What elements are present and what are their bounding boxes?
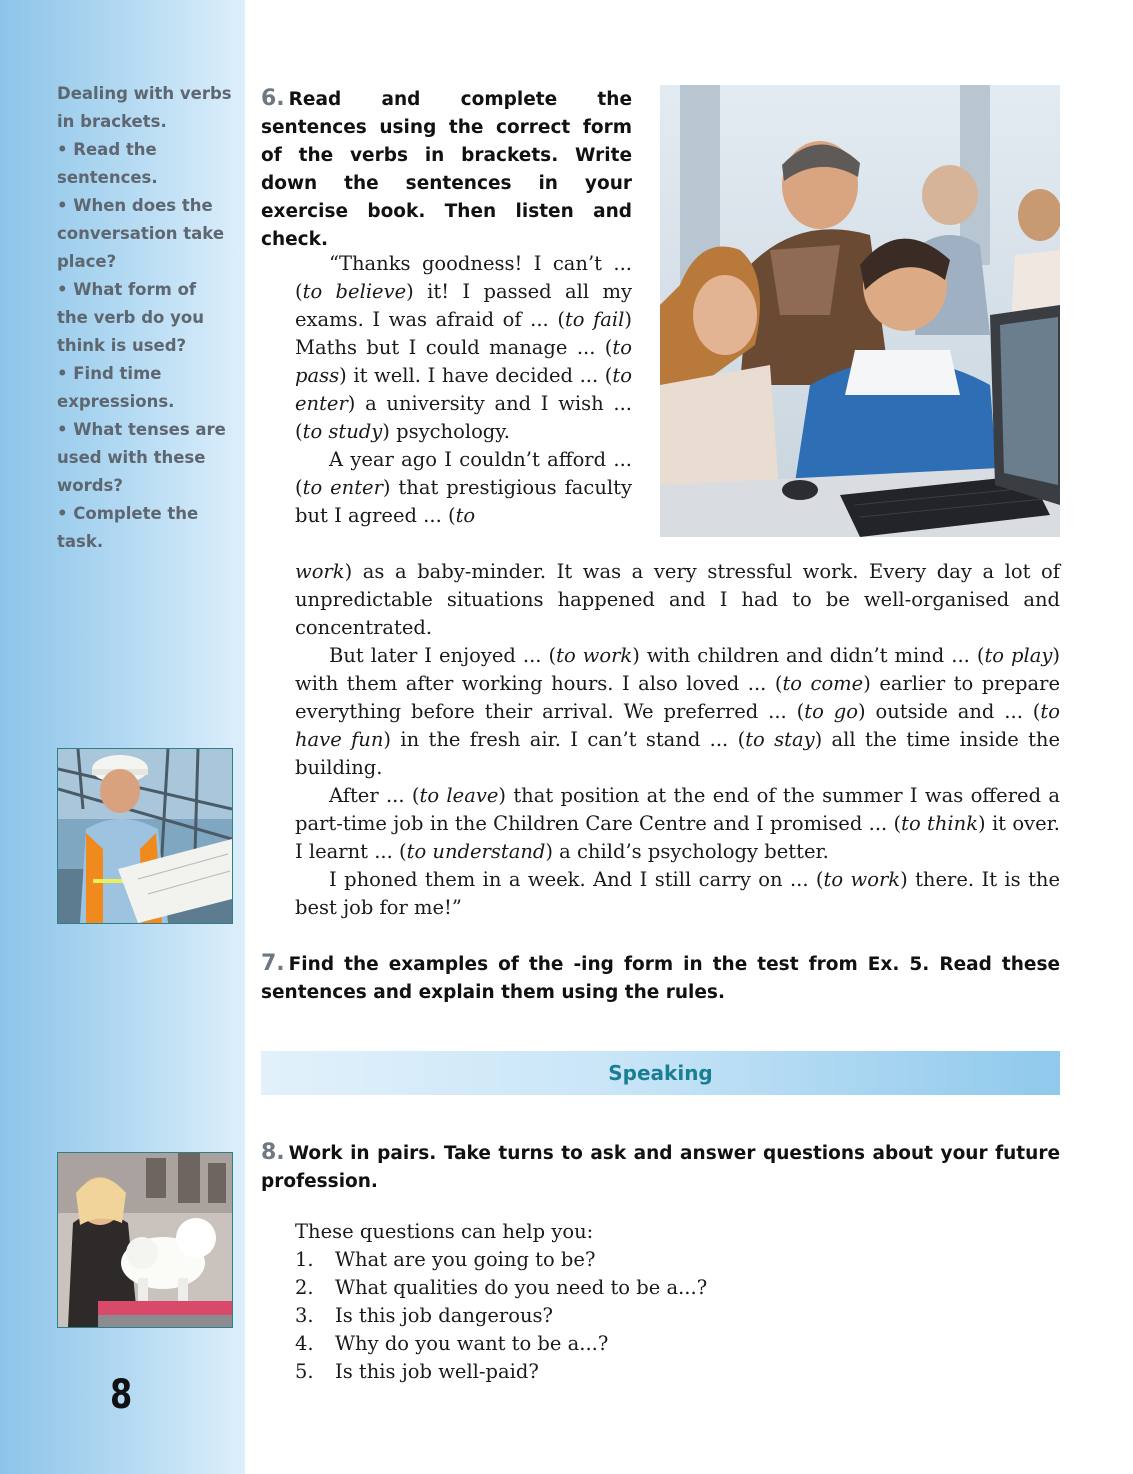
question-list [295, 1218, 895, 1386]
study-tips [57, 80, 232, 556]
story-paragraph-2-start [295, 446, 632, 530]
exercise-7-number: 7. [261, 951, 285, 976]
question-text: Why do you want to be a...? [335, 1332, 609, 1355]
question-number: 2. [295, 1276, 314, 1299]
question-text: What are you going to be? [335, 1248, 596, 1271]
tip-item: • Find time expressions. [57, 364, 175, 411]
verb-prompt: work [295, 560, 345, 583]
verb-prompt: to [455, 504, 476, 527]
section-title: Speaking [608, 1061, 713, 1085]
verb-prompt: to enter [302, 476, 383, 499]
question-intro: These questions can help you: [295, 1220, 594, 1243]
page-number: 8 [110, 1372, 133, 1418]
question-number: 1. [295, 1248, 314, 1271]
story-paragraph-1 [295, 250, 632, 446]
story-text-lower [295, 558, 1060, 922]
text-run: ) it well. I have decided ... ( [339, 364, 613, 387]
text-run: ) that position at the end of the summer I was offered a part-time job in the Children Care Centre and I promised ... ( [295, 784, 1060, 835]
verb-prompt: to work [823, 868, 901, 891]
story-text-upper [295, 250, 632, 530]
tip-item: • Complete the task. [57, 504, 199, 551]
text-run: I phoned them in a week. And I still carry on ... ( [329, 868, 824, 891]
list-item [295, 1274, 895, 1302]
verb-prompt: to pass [295, 336, 632, 387]
verb-prompt: to leave [419, 784, 499, 807]
question-number: 4. [295, 1332, 314, 1355]
tip-item: • What form of the verb do you think is used? [57, 280, 204, 355]
text-run: After ... ( [329, 784, 420, 807]
question-number: 3. [295, 1304, 314, 1327]
verb-prompt: to play [984, 644, 1053, 667]
construction-worker-image [57, 748, 233, 924]
list-item [295, 1246, 895, 1274]
story-paragraph-4 [295, 782, 1060, 866]
text-run: ) it! I passed all my exams. I was afraid of ... ( [295, 280, 632, 331]
verb-prompt: to stay [745, 728, 815, 751]
text-run: ) Maths but I could manage ... ( [295, 308, 633, 359]
verb-prompt: to think [901, 812, 979, 835]
exercise-8-instruction [261, 1139, 1060, 1196]
text-run: ) all the time inside the building. [295, 728, 1061, 779]
tip-item: • What tenses are used with these words? [57, 420, 226, 495]
dog-groomer-image [57, 1152, 233, 1328]
verb-prompt: to go [804, 700, 858, 723]
question-text: Is this job dangerous? [335, 1304, 553, 1327]
exercise-6-instruction [261, 85, 632, 254]
verb-prompt: to come [782, 672, 864, 695]
list-item [295, 1330, 895, 1358]
verb-prompt: to work [556, 644, 633, 667]
exercise-6-number: 6. [261, 86, 285, 111]
text-run: ) psychology. [382, 420, 510, 443]
story-paragraph-3 [295, 642, 1060, 782]
text-run: ) with them after working hours. I also loved ... ( [295, 644, 1061, 695]
list-item [295, 1302, 895, 1330]
tip-heading: Dealing with verbs in brackets. [57, 84, 232, 131]
story-paragraph-2-end [295, 558, 1060, 642]
tip-item: • When does the conversation take place? [57, 196, 225, 271]
tip-item: • Read the sentences. [57, 140, 158, 187]
text-run: “Thanks goodness! I can’t ... ( [295, 252, 632, 303]
question-text: Is this job well-paid? [335, 1360, 539, 1383]
list-item [295, 1358, 895, 1386]
question-number: 5. [295, 1360, 314, 1383]
verb-prompt: to believe [302, 280, 407, 303]
verb-prompt: to have fun [295, 700, 1060, 751]
text-run: ) it over. I learnt ... ( [295, 812, 1060, 863]
text-run: ) outside and ... ( [857, 700, 1041, 723]
text-run: But later I enjoyed ... ( [329, 644, 557, 667]
verb-prompt: to study [302, 420, 383, 443]
exercise-7-text: Find the examples of the -ing form in the test from Ex. 5. Read these sentences and explain them using the rules. [261, 954, 1060, 1003]
text-run: ) as a baby-minder. It was a very stressful work. Every day a lot of unpredictable situations happened and I had to be well-organised and concentrated. [295, 560, 1060, 639]
text-run: ) with children and didn’t mind ... ( [632, 644, 985, 667]
exercise-6-text: Read and complete the sentences using the correct form of the verbs in brackets. Write down the sentences in your exercise book. Then listen and check. [261, 89, 632, 250]
text-run: ) there. It is the best job for me!” [295, 868, 1060, 919]
speaking-section-header [261, 1051, 1060, 1095]
verb-prompt: to fail [564, 308, 625, 331]
verb-prompt: to enter [295, 364, 632, 415]
text-run: ) a child’s psychology better. [545, 840, 829, 863]
teacher-students-computer-photo [660, 85, 1060, 537]
story-paragraph-5 [295, 866, 1060, 922]
text-run: ) earlier to prepare everything before their arrival. We preferred ... ( [295, 672, 1061, 723]
exercise-8-text: Work in pairs. Take turns to ask and answer questions about your future profession. [261, 1143, 1060, 1192]
exercise-7-instruction [261, 950, 1060, 1007]
exercise-8-number: 8. [261, 1140, 285, 1165]
text-run: ) in the fresh air. I can’t stand ... ( [383, 728, 746, 751]
text-run: A year ago I couldn’t afford ... ( [295, 448, 632, 499]
question-text: What qualities do you need to be a...? [335, 1276, 708, 1299]
text-run: ) a university and I wish ... ( [295, 392, 632, 443]
verb-prompt: to understand [406, 840, 546, 863]
text-run: ) that prestigious faculty but I agreed ... ( [295, 476, 632, 527]
